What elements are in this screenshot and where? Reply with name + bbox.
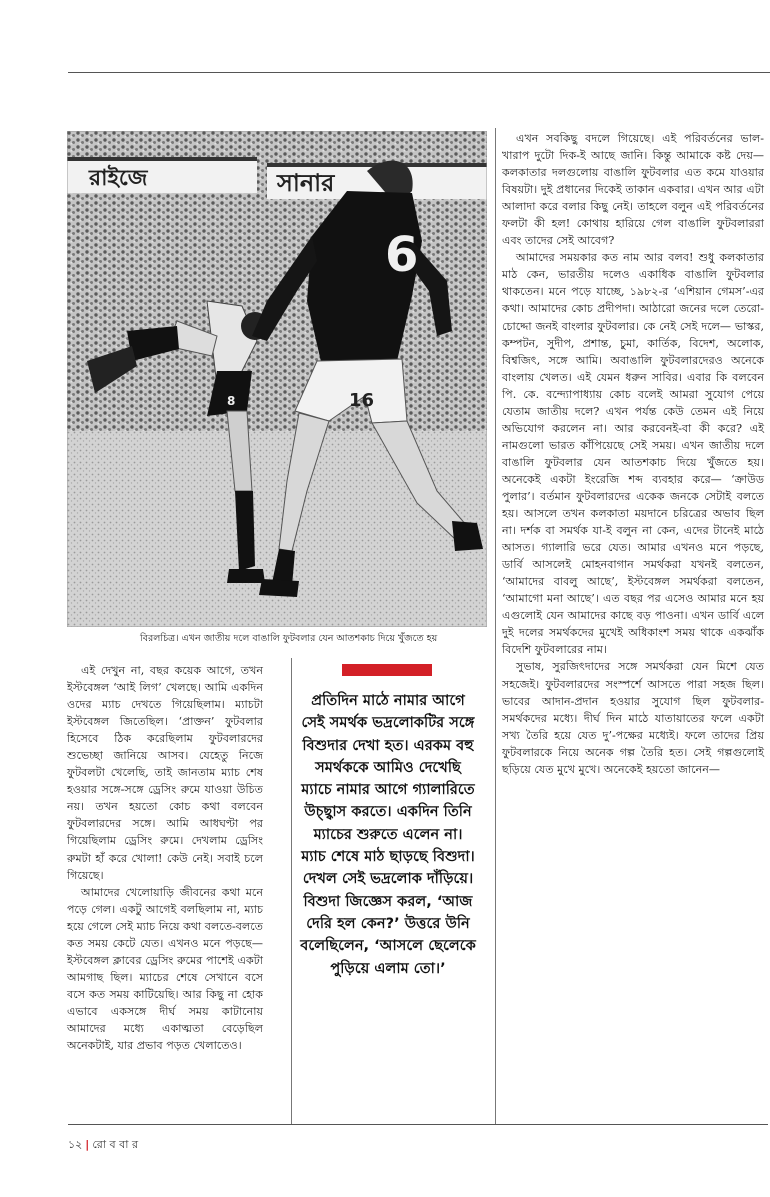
- magazine-name: রো ব বা র: [92, 1138, 139, 1151]
- jersey-number-sixteen: 16: [349, 390, 375, 411]
- footer-rule: [68, 1124, 768, 1125]
- jersey-number-six: 6: [385, 227, 419, 283]
- paragraph: এখন সবকিছু বদলে গিয়েছে। এই পরিবর্তনের ভাল-খারাপ দুটো দিক-ই আছে জানি। কিন্তু আমাকে কষ্ট দেয়— কলকাতার দলগুলোয় বাঙালি ফুটবলার এত কমে যাওয়ার বিষয়টা। দুই প্রধানের দিকেই তাকান একবার। এখন আর এটা আলাদা করে বলার কিছু নেই। তাহলে বলুন এই পরিবর্তনের ফলটা কী হল! কোথায় হারিয়ে গেল বাঙালি ফুটবলাররা এবং তাদের সেই আবেগ?: [502, 132, 764, 248]
- article-column-right: [502, 130, 764, 778]
- article-column-left: [67, 662, 263, 1054]
- jersey-number-small: 8: [227, 394, 236, 408]
- column-divider-right: [495, 128, 496, 1124]
- photo-caption: বিরলচিত্র। এখন জাতীয় দলে বাঙালি ফুটবলার যেন আতশকাচ দিয়ে খুঁজতে হয়: [140, 633, 438, 644]
- paragraph: আমাদের সময়কার কত নাম আর বলব! শুধু কলকাতার মাঠ কেন, ভারতীয় দলেও একাধিক বাঙালি ফুটবলার থাকতেন। মনে পড়ে যাচ্ছে, ১৯৮২-র ‘এশিয়ান গেমস’-এর কথা। আমাদের কোচ প্রদীপদা। আঠারো জনের দলে তেরো-চোদ্দো জনই বাংলার ফুটবলার। কে নেই সেই দলে— ভাস্কর, কম্পটন, সুদীপ, প্রশান্ত, চুমা, কার্তিক, বিদেশ, অলোক, বিশ্বজিৎ, সঙ্গে আমি। অবাঙালি ফুটবলারদেরও অনেকে বাংলায় খেলত। এই যেমন ধরুন সাবির। এবার কি বলবেন পি. কে. বন্দ্যোপাধ্যায় কোচ বলেই আমরা সুযোগ পেয়ে যেতাম জাতীয় দলে? এখন পর্যন্ত কেউ তেমন এই নিয়ে অভিযোগ করলেন না। আর করবেনই-বা কী করে? এই নামগুলো ভারত কাঁপিয়েছে সেই সময়। এখন জাতীয় দলে বাঙালি ফুটবলার যেন আতশকাচ দিয়ে খুঁজতে হয়। অনেকেই একটা ইংরেজি শব্দ ব্যবহার করে— ‘ক্রাউড পুলার’। বর্তমান ফুটবলারদের একেক জনকে সেটাই বলতে হয়। আসলে তখন কলকাতা ময়দানে চরিত্রের অভাব ছিল না। দর্শক বা সমর্থক যা-ই বলুন না কেন, এদের টানেই মাঠে আসত। গ্যালারি ভরে যেত। আমার এখনও মনে পড়ছে, ডার্বি আসলেই মোহনবাগান সমর্থকরা যখনই বলতেন, ‘আমাদের বাবলু আছে’, ইস্টবেঙ্গল সমর্থকরা বলতেন, ‘আমাগো মনা আছে’। এত বছর পর এসেও আমার মনে হয় এগুলোই যেন আমাদের কাছে বড় পাওনা। এখন ডার্বি এলে দুই দলের সমর্থকদের মুখেই অধিকাংশ সময় থাকে একঝাঁক বিদেশি ফুটবলারের নাম।: [502, 251, 764, 657]
- hoarding-left-text: রাইজে: [89, 166, 148, 191]
- pull-quote-accent-bar: [342, 664, 432, 676]
- footer-separator: |: [85, 1138, 90, 1151]
- page-number: ১২: [68, 1138, 83, 1151]
- header-rule: [68, 72, 770, 73]
- hoarding-right-text: সানার: [277, 169, 335, 197]
- football-photo: [67, 131, 487, 627]
- column-divider-left: [291, 658, 292, 1124]
- paragraph: এই দেখুন না, বছর কয়েক আগে, তখন ইস্টবেঙ্গল ‘আই লিগ’ খেলছে। আমি একদিন ওদের ম্যাচ দেখতে গিয়েছিলাম। ম্যাচটা ইস্টবেঙ্গল জিতেছিল। ‘প্রাক্তন’ ফুটবলার হিসেবে ঠিক করেছিলাম ফুটবলারদের শুভেচ্ছা জানিয়ে আসব। যেহেতু নিজে ফুটবলটা খেলেছি, তাই জানতাম ম্যাচ শেষ হওয়ার সঙ্গে-সঙ্গে ড্রেসিং রুমে যাওয়া উচিত নয়। তখন হয়তো কোচ কথা বলবেন ফুটবলারদের সঙ্গে। আমি আধঘণ্টা পর গিয়েছিলাম ড্রেসিং রুমে। দেখলাম ড্রেসিং রুমটা হাঁ করে খোলা! কেউ নেই। সবাই চলে গিয়েছে।: [67, 664, 263, 882]
- pull-quote: প্রতিদিন মাঠে নামার আগে সেই সমর্থক ভদ্রলোকটির সঙ্গে বিশুদার দেখা হত। এরকম বহু সমর্থককে আমিও দেখেছি ম্যাচে নামার আগে গ্যালারিতে উচ্ছ্বাস করতে। একদিন তিনি ম্যাচের শুরুতে এলেন না। ম্যাচ শেষে মাঠ ছাড়ছে বিশুদা। দেখল সেই ভদ্রলোক দাঁড়িয়ে। বিশুদা জিজ্ঞেস করল, ‘আজ দেরি হল কেন?’ উত্তরে উনি বলেছিলেন, ‘আসলে ছেলেকে পুড়িয়ে এলাম তো।’: [300, 692, 476, 977]
- paragraph: আমাদের খেলোয়াড়ি জীবনের কথা মনে পড়ে গেল। একটু আগেই বলছিলাম না, ম্যাচ হয়ে গেলে সেই ম্যাচ নিয়ে কথা বলতে-বলতে কত সময় কেটে যেত। এখনও মনে পড়ছে— ইস্টবেঙ্গল ক্লাবের ড্রেসিং রুমের পাশেই একটা আমগাছ ছিল। ম্যাচের শেষে সেখানে বসে বসে কত সময় কাটিয়েছি। আর কিছু না হোক এভাবে একসঙ্গে দীর্ঘ সময় কাটানোয় আমাদের মধ্যে একাত্মতা বেড়েছিল অনেকটাই, যার প্রভাব পড়ত খেলাতেও।: [67, 885, 263, 1053]
- page-footer: [68, 1136, 138, 1155]
- paragraph: সুভাষ, সুরজিৎদাদের সঙ্গে সমর্থকরা যেন মিশে যেত সহজেই। ফুটবলারদের সংস্পর্শে আসতে পারা সহজ ছিল। ভাবের আদান-প্রদান হওয়ার সুযোগ ছিল ফুটবলার-সমর্থকদের মধ্যে। দীর্ঘ দিন মাঠে যাতায়াতের ফলে একটা সখ্য তৈরি হয়ে যেত দু’-পক্ষের মধ্যেই। ফলে তাদের প্রিয় ফুটবলারকে নিয়ে অনেক গল্প তৈরি হত। সেই গল্পগুলোই ছড়িয়ে যেত মুখে মুখে। অনেকেই হয়তো জানেন—: [502, 660, 764, 776]
